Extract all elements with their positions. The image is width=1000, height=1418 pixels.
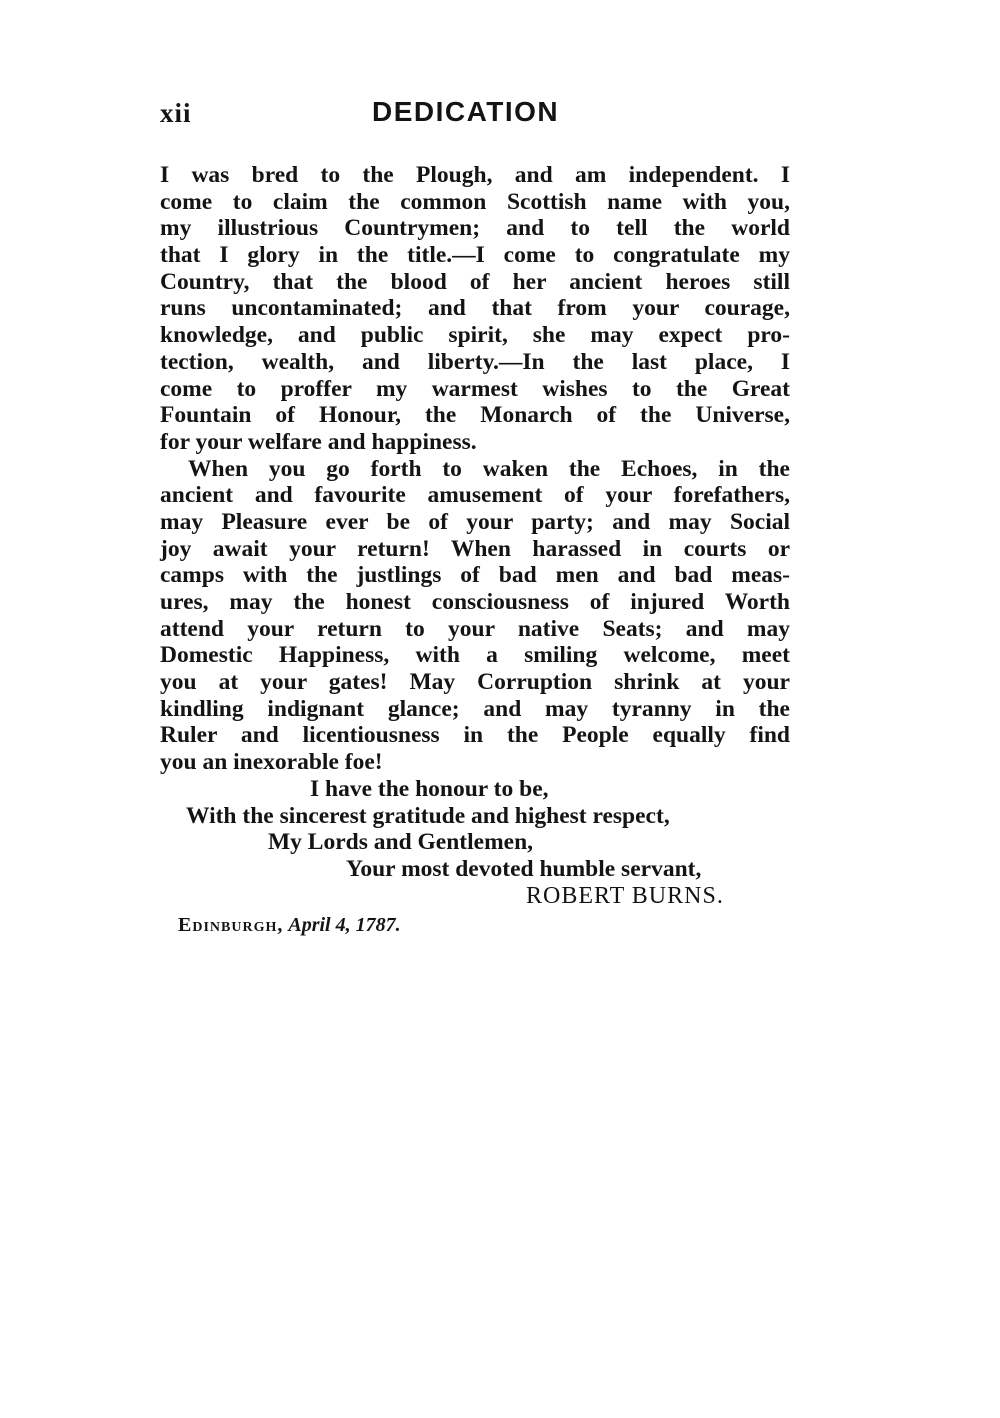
text-line: may Pleasure ever be of your party; and may Social [160,508,790,535]
text-line: camps with the justlings of bad men and bad meas- [160,562,790,589]
text-line: runs uncontaminated; and that from your courage, [160,295,790,322]
text-line: you an inexorable foe! [160,749,383,776]
text-line: kindling indignant glance; and may tyranny in the [160,695,790,722]
text-line: for your welfare and happiness. [160,428,477,455]
paragraph-1 [160,162,790,456]
closing-line: My Lords and Gentlemen, [268,829,534,856]
closing-line: With the sincerest gratitude and highest respect, [186,802,670,829]
text-line: ancient and favourite amusement of your forefathers, [160,482,790,509]
closing-line: I have the honour to be, [310,775,549,802]
signature: ROBERT BURNS. [526,882,724,909]
closing-block [160,776,790,909]
text-line: come to claim the common Scottish name with you, [160,188,790,215]
dateline [178,914,401,937]
page-number: xii [160,98,192,128]
text-line: attend your return to your native Seats; and may [160,615,790,642]
text-line: that I glory in the title.—I come to congratulate my [160,242,790,269]
dateline-date: April 4, 1787. [288,914,401,936]
text-line: When you go forth to waken the Echoes, in the [188,455,790,482]
text-line: Domestic Happiness, with a smiling welcome, meet [160,642,790,669]
paragraph-2 [160,456,790,776]
text-line: joy await your return! When harassed in courts or [160,535,790,562]
text-line: you at your gates! May Corruption shrink at your [160,669,790,696]
text-line: knowledge, and public spirit, she may expect pro- [160,322,790,349]
closing-line: Your most devoted humble servant, [346,855,702,882]
text-line: my illustrious Countrymen; and to tell the world [160,215,790,242]
running-head: DEDICATION [372,96,560,127]
text-line: come to proffer my warmest wishes to the Great [160,375,790,402]
text-line: tection, wealth, and liberty.—In the last place, I [160,348,790,375]
dateline-place: Edinburgh, [178,914,284,936]
text-line: Fountain of Honour, the Monarch of the Universe, [160,402,790,429]
text-line: Ruler and licentiousness in the People equally find [160,722,790,749]
text-line: I was bred to the Plough, and am independent. I [160,162,790,188]
text-line: ures, may the honest consciousness of injured Worth [160,589,790,615]
text-line: Country, that the blood of her ancient heroes still [160,268,790,295]
dedication-text [160,162,790,909]
